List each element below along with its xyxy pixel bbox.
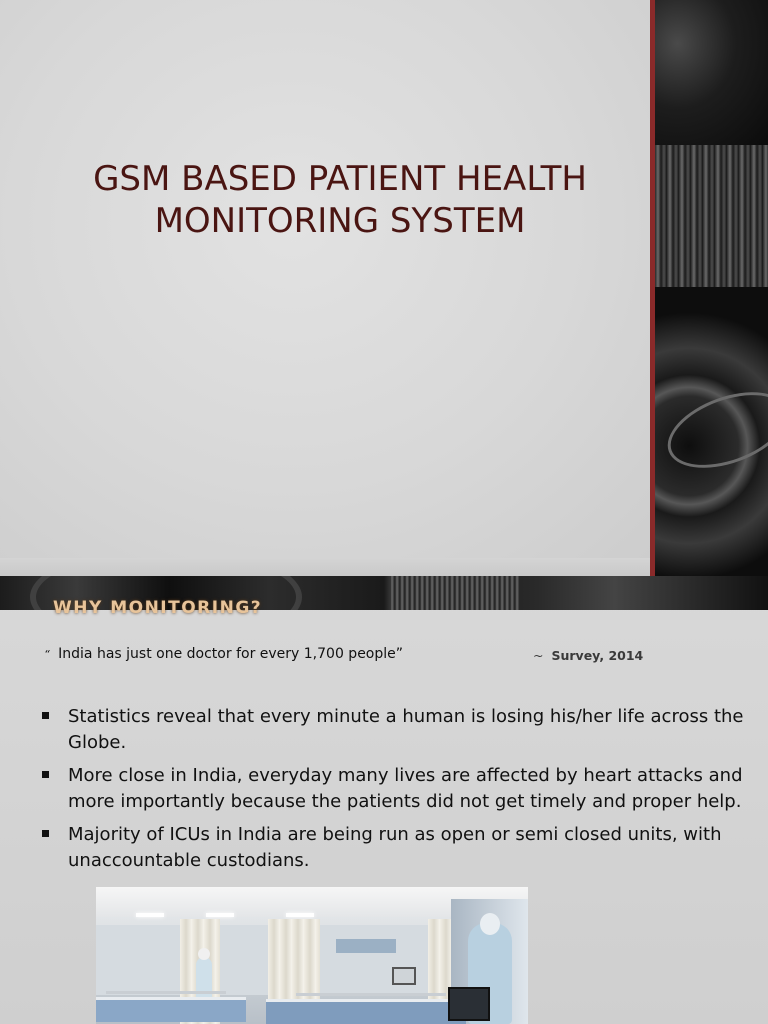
slide-heading: WHY MONITORING? — [53, 598, 263, 618]
bullet-text: Statistics reveal that every minute a human is losing his/her life across the Globe. — [68, 706, 744, 753]
photo-segment-top — [655, 0, 768, 145]
bullet-item — [40, 763, 760, 815]
slide-background — [0, 0, 650, 558]
quote-source-text: Survey, 2014 — [551, 648, 644, 663]
quote — [44, 646, 403, 662]
bullet-text: Majority of ICUs in India are being run as open or semi closed units, with unaccountable custodians. — [68, 824, 722, 871]
bullet-text: More close in India, everyday many lives are affected by heart attacks and more importantly because the patients did not get timely and proper help. — [68, 765, 743, 812]
icu-ward-photo — [96, 887, 528, 1024]
content-slide — [0, 576, 768, 1024]
bullet-list — [40, 704, 760, 881]
square-bullet-icon — [42, 712, 49, 719]
quote-text: India has just one doctor for every 1,700 people” — [58, 646, 404, 662]
square-bullet-icon — [42, 771, 49, 778]
square-bullet-icon — [42, 830, 49, 837]
photo-segment-bottom — [655, 287, 768, 576]
quote-open-mark: “ — [44, 648, 50, 661]
slide-bottom-strip — [0, 558, 650, 576]
decorative-photo-strip — [655, 0, 768, 576]
slide-title: GSM BASED PATIENT HEALTH MONITORING SYSTEM — [93, 159, 587, 241]
quote-tilde: ~ — [533, 648, 544, 663]
bullet-item — [40, 822, 760, 874]
bullet-item — [40, 704, 760, 756]
photo-segment-middle — [655, 145, 768, 287]
quote-source — [533, 648, 643, 663]
